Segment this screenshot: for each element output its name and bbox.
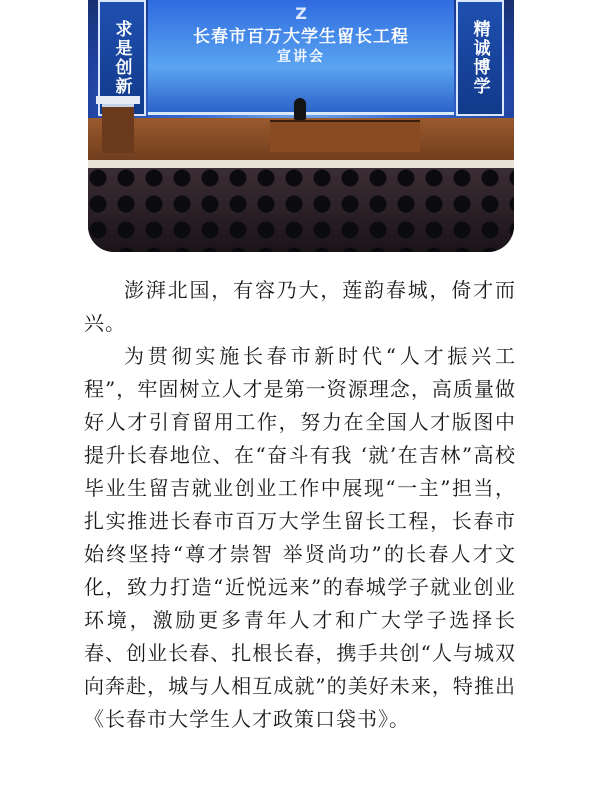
banner-right	[456, 0, 504, 116]
logo-mark: Z	[295, 4, 307, 23]
screen-subtitle: 宣讲会	[277, 49, 325, 65]
lectern	[102, 104, 134, 153]
speaker-figure	[294, 98, 306, 120]
article-body	[84, 274, 516, 736]
banner-right-text: 精诚博学	[469, 20, 490, 96]
banner-left-text: 求是创新	[111, 20, 132, 96]
article-paragraph: 澎湃北国，有容乃大，莲韵春城，倚才而兴。	[84, 278, 516, 335]
audience	[88, 168, 514, 252]
head-table	[270, 120, 420, 152]
event-photo	[88, 0, 514, 252]
article-paragraph: 为贯彻实施长春市新时代“人才振兴工程”，牢固树立人才是第一资源理念，高质量做好人才引育留用工作，努力在全国人才版图中提升长春地位、在“奋斗有我 ‘就’在吉林”高校毕业生留吉就业创业工作中展现“一主”担当，扎实推进长春市百万大学生留长工程，长春市始终坚持“尊才崇智 举贤尚功”的长春人才文化，致力打造“近悦远来”的春城学子就业创业环境，激励更多青年人才和广大学子选择长春、创业长春、扎根长春，携手共创“人与城双向奔赴，城与人相互成就”的美好未来，特推出《长春市大学生人才政策口袋书》。	[84, 344, 516, 731]
podium-sign	[96, 96, 140, 104]
screen-title: 长春市百万大学生留长工程	[193, 27, 409, 47]
